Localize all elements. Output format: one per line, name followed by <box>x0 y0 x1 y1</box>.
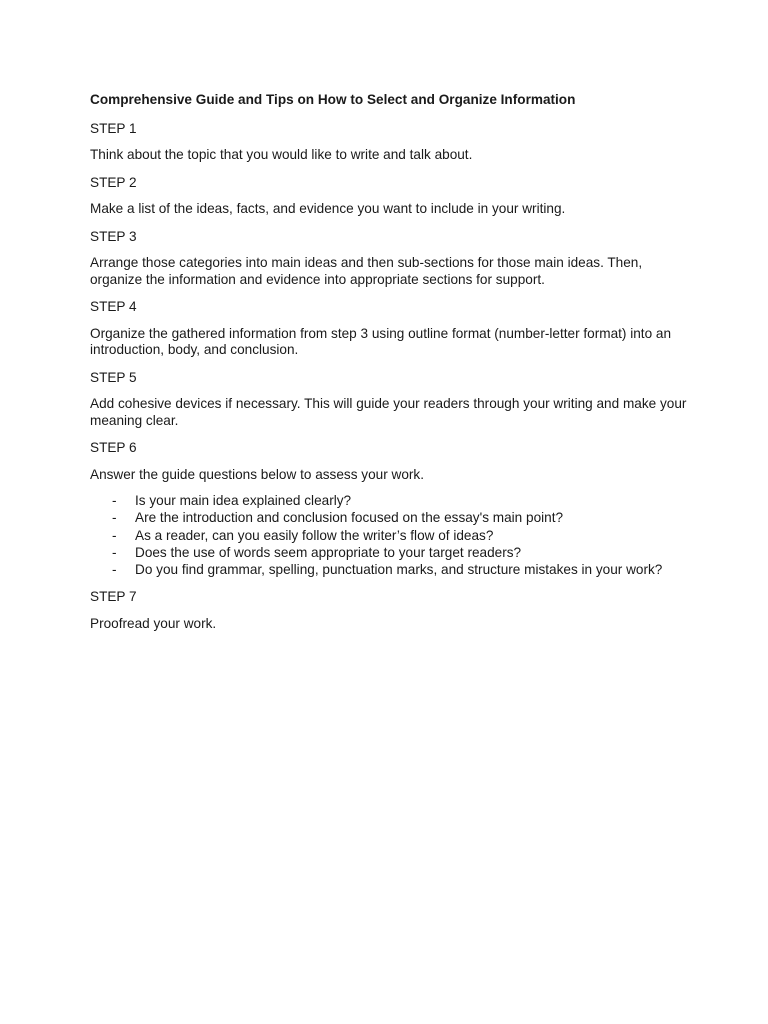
step-4-text: Organize the gathered information from step 3 using outline format (number-letter format) into an introduction, body, and conclusion. <box>90 325 672 357</box>
step-2-text: Make a list of the ideas, facts, and evidence you want to include in your writing. <box>90 201 566 216</box>
guide-question-text: Do you find grammar, spelling, punctuation marks, and structure mistakes in your work? <box>135 562 663 578</box>
guide-question-text: Is your main idea explained clearly? <box>135 493 352 508</box>
list-item <box>90 492 690 509</box>
list-item <box>90 527 690 544</box>
step-1-label: STEP 1 <box>90 120 137 136</box>
guide-questions-list <box>90 492 690 578</box>
guide-question-text: Does the use of words seem appropriate to your target readers? <box>135 544 522 560</box>
step-7-text: Proofread your work. <box>90 615 217 631</box>
step-2-label: STEP 2 <box>90 174 137 190</box>
step-6-text: Answer the guide questions below to assess your work. <box>90 466 424 482</box>
guide-question-text: As a reader, can you easily follow the writer’s flow of ideas? <box>135 527 494 543</box>
step-3-text: Arrange those categories into main ideas and then sub-sections for those main ideas. Then, organize the information and evidence into appropriate sections for support. <box>90 255 643 287</box>
list-item <box>90 509 690 526</box>
bullet-dash: - <box>112 510 117 526</box>
step-5-text: Add cohesive devices if necessary. This will guide your readers through your writing and make your meaning clear. <box>90 396 687 428</box>
list-item <box>90 561 690 578</box>
document-page <box>90 92 690 643</box>
bullet-dash: - <box>112 527 117 543</box>
step-4-label: STEP 4 <box>90 299 137 314</box>
step-1-text: Think about the topic that you would like to write and talk about. <box>90 147 473 162</box>
list-item <box>90 544 690 561</box>
guide-question-text: Are the introduction and conclusion focused on the essay's main point? <box>135 510 564 526</box>
bullet-dash: - <box>112 544 117 560</box>
bullet-dash: - <box>112 493 117 508</box>
step-3-label: STEP 3 <box>90 228 137 244</box>
step-6-label: STEP 6 <box>90 440 137 455</box>
bullet-dash: - <box>112 562 117 578</box>
step-5-label: STEP 5 <box>90 369 137 385</box>
document-title: Comprehensive Guide and Tips on How to Select and Organize Information <box>90 92 576 107</box>
step-7-label: STEP 7 <box>90 589 137 605</box>
